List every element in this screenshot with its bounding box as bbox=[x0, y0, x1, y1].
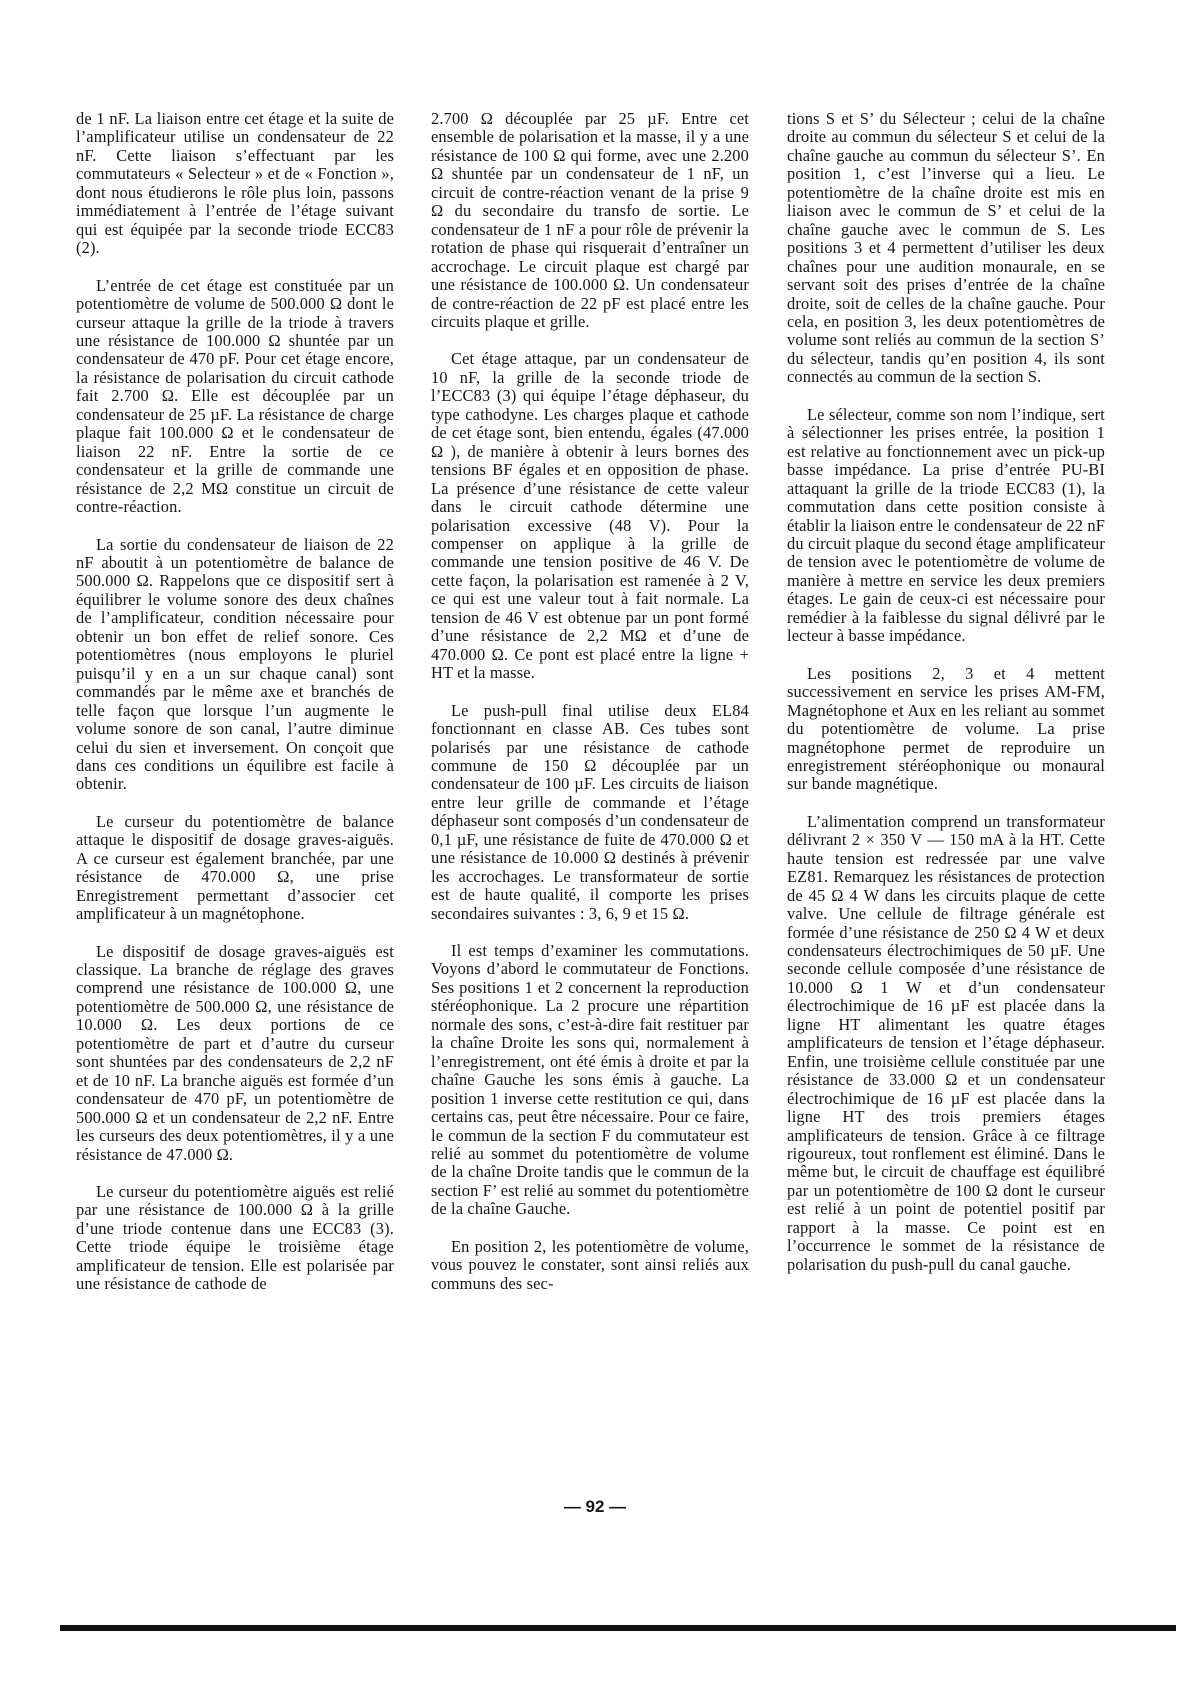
paragraph: Le dispositif de dosage graves-aiguës est classique. La branche de réglage des graves comprend une résistance de 100.000 Ω, une potentiomètre de 500.000 Ω, une résistance de 10.000 Ω. Les deux portions de ce potentiomètre de part et d’autre du curseur sont shuntées par des condensateurs de 2,2 nF et de 10 nF. La branche aiguës est formée d’un condensateur de 470 pF, un potentiomètre de 500.000 Ω et un condensateur de 2,2 nF. Entre les curseurs des deux potentiomètres, il y a une résistance de 47.000 Ω. bbox=[76, 941, 394, 1164]
paragraph: Il est temps d’examiner les commutations. Voyons d’abord le commutateur de Fonctions. Ses positions 1 et 2 concernent la reproduction stéréophonique. La 2 procure une répartition normale des sons, c’est-à-dire fait restituer par la chaîne Droite les sons qui, normalement à l’enregistrement, ont été émis à droite et par la chaîne Gauche les sons émis à gauche. La position 1 inverse cette restitution ce qui, dans certains cas, peut être nécessaire. Pour ce faire, le commun de la section F du commutateur est relié au sommet du potentiomètre de volume de la chaîne Droite tandis que le commun de la section F’ est relié au sommet du potentiomètre de la chaîne Gauche. bbox=[431, 941, 749, 1219]
paragraph: La sortie du condensateur de liaison de 22 nF aboutit à un potentiomètre de balance de 500.000 Ω. Rappelons que ce dispositif sert à équilibrer le volume sonore des deux chaînes de l’amplificateur, condition nécessaire pour obtenir un bon effet de relief sonore. Ces potentiomètres (nous employons le pluriel puisqu’il y en a un sur chaque canal) sont commandés par le même axe et branchés de telle façon que lorsque l’un augmente le volume sonore de son canal, l’autre diminue celui du sien et inversement. On conçoit que dans ces conditions un équilibre est facile à obtenir. bbox=[76, 534, 394, 794]
paragraph: Cet étage attaque, par un condensateur de 10 nF, la grille de la seconde triode de l’ECC83 (3) qui équipe l’étage déphaseur, du type cathodyne. Les charges plaque et cathode de cet étage sont, bien entendu, égales (47.000 Ω ), de manière à obtenir à leurs bornes des tensions BF égales et en opposition de phase. La présence d’une résistance de cette valeur dans le circuit cathode détermine une polarisation excessive (48 V). Pour la compenser on applique à la grille de commande une tension positive de 46 V. De cette façon, la polarisation est ramenée à 2 V, ce qui est une valeur tout à fait normale. La tension de 46 V est obtenue par un pont formé d’une résistance de 2,2 MΩ et d’une de 470.000 Ω. Ce pont est placé entre la ligne + HT et la masse. bbox=[431, 349, 749, 683]
text-column-middle bbox=[431, 110, 749, 1312]
paragraph: de 1 nF. La liaison entre cet étage et la suite de l’amplificateur utilise un condensateur de 22 nF. Cette liaison s’effectuant par les commutateurs « Selecteur » et de « Fonction », dont nous étudierons le rôle plus loin, passons immédiatement à l’entrée de l’étage suivant qui est équipée par la seconde triode ECC83 (2). bbox=[76, 109, 394, 258]
paragraph: Le curseur du potentiomètre de balance attaque le dispositif de dosage graves-aiguës. A ce curseur est également branchée, par une résistance de 470.000 Ω, une prise Enregistrement permettant d’associer cet amplificateur à un magnétophone. bbox=[76, 811, 394, 924]
text-column-left bbox=[76, 110, 394, 1313]
paragraph: L’entrée de cet étage est constituée par un potentiomètre de volume de 500.000 Ω dont le curseur attaque la grille de la triode à travers une résistance de 100.000 Ω shuntée par un condensateur de 470 pF. Pour cet étage encore, la résistance de polarisation du circuit cathode fait 2.700 Ω. Elle est découplée par un condensateur de 25 µF. La résistance de charge plaque fait 100.000 Ω et le condensateur de liaison 22 nF. Entre la sortie de ce condensateur et la grille de commande une résistance de 2,2 MΩ constitue un circuit de contre-réaction. bbox=[76, 275, 394, 517]
paragraph: En position 2, les potentiomètre de volume, vous pouvez le constater, sont ainsi reliés aux communs des sec- bbox=[431, 1236, 749, 1293]
page-number: — 92 — bbox=[563, 1497, 627, 1516]
paragraph: Les positions 2, 3 et 4 mettent successivement en service les prises AM-FM, Magnétophone et Aux en les reliant au sommet du potentiomètre de volume. La prise magnétophone permet de reproduire un enregistrement stéréophonique ou monaural sur bande magnétique. bbox=[787, 663, 1105, 794]
text-column-right bbox=[787, 110, 1105, 1293]
paragraph: Le sélecteur, comme son nom l’indique, sert à sélectionner les prises entrée, la position 1 est relative au fonctionnement avec un pick-up basse impédance. La prise d’entrée PU-BI attaquant la grille de la triode ECC83 (1), la commutation dans cette position consiste à établir la liaison entre le condensateur de 22 nF du circuit plaque du second étage amplificateur de tension avec le potentiomètre de volume de manière à mettre en service les deux premiers étages. Le gain de ceux-ci est nécessaire pour remédier à la faiblesse du signal délivré par le lecteur à basse impédance. bbox=[787, 404, 1105, 646]
bottom-rule bbox=[60, 1625, 1176, 1631]
paragraph: L’alimentation comprend un transformateur délivrant 2 × 350 V — 150 mA à la HT. Cette haute tension est redressée par une valve EZ81. Remarquez les résistances de protection de 45 Ω 4 W dans les circuits plaque de cette valve. Une cellule de filtrage générale est formée d’une résistance de 250 Ω 4 W et deux condensateurs électrochimiques de 50 µF. Une seconde cellule composée d’une résistance de 10.000 Ω 1 W et d’un condensateur électrochimique de 16 µF est placée dans la ligne HT alimentant les quatre étages amplificateurs de tension et l’étage déphaseur. Enfin, une troisième cellule constituée par une résistance de 33.000 Ω et un condensateur électrochimique de 16 µF est placée dans la ligne HT des trois premiers étages amplificateurs de tension. Grâce à ce filtrage rigoureux, tout ronflement est éliminé. Dans le même but, le circuit de chauffage est équilibré par un potentiomètre de 100 Ω dont le curseur est relié à un point de potentiel positif par rapport à la masse. Ce point est en l’occurrence le sommet de la résistance de polarisation du push-pull du canal gauche. bbox=[787, 811, 1105, 1274]
paragraph: Le push-pull final utilise deux EL84 fonctionnant en classe AB. Ces tubes sont polarisés par une résistance de cathode commune de 150 Ω découplée par un condensateur de 100 µF. Les circuits de liaison entre leur grille de commande et l’étage déphaseur sont composés d’un condensateur de 0,1 µF, une résistance de fuite de 470.000 Ω et une résistance de 10.000 Ω destinés à prévenir les accrochages. Le transformateur de sortie est de haute qualité, il comporte les prises secondaires suivantes : 3, 6, 9 et 15 Ω. bbox=[431, 700, 749, 923]
paragraph: 2.700 Ω découplée par 25 µF. Entre cet ensemble de polarisation et la masse, il y a une résistance de 100 Ω qui forme, avec une 2.200 Ω shuntée par un condensateur de 1 nF, un circuit de contre-réaction venant de la prise 9 Ω du secondaire du transfo de sortie. Le condensateur de 1 nF a pour rôle de prévenir la rotation de phase qui risquerait d’entraîner un accrochage. Le circuit plaque est chargé par une résistance de 100.000 Ω. Un condensateur de contre-réaction de 22 pF est placé entre les circuits plaque et grille. bbox=[431, 109, 749, 331]
paragraph: tions S et S’ du Sélecteur ; celui de la chaîne droite au commun du sélecteur S et celui de la chaîne gauche au commun du sélecteur S’. En position 1, c’est l’inverse qui a lieu. Le potentiomètre de la chaîne droite est mis en liaison avec le commun de S’ et celui de la chaîne gauche avec le commun de S. Les positions 3 et 4 permettent d’utiliser les deux chaînes pour une audition monaurale, en se servant soit des prises d’entrée de la chaîne droite, soit de celles de la chaîne gauche. Pour cela, en position 3, les deux potentiomètres de volume sont reliés au commun de la section S’ du sélecteur, tandis qu’en position 4, ils sont connectés au commun de la section S. bbox=[787, 109, 1105, 387]
paragraph: Le curseur du potentiomètre aiguës est relié par une résistance de 100.000 Ω à la grille d’une triode contenue dans une ECC83 (3). Cette triode équipe le troisième étage amplificateur de tension. Elle est polarisée par une résistance de cathode de bbox=[76, 1182, 394, 1294]
